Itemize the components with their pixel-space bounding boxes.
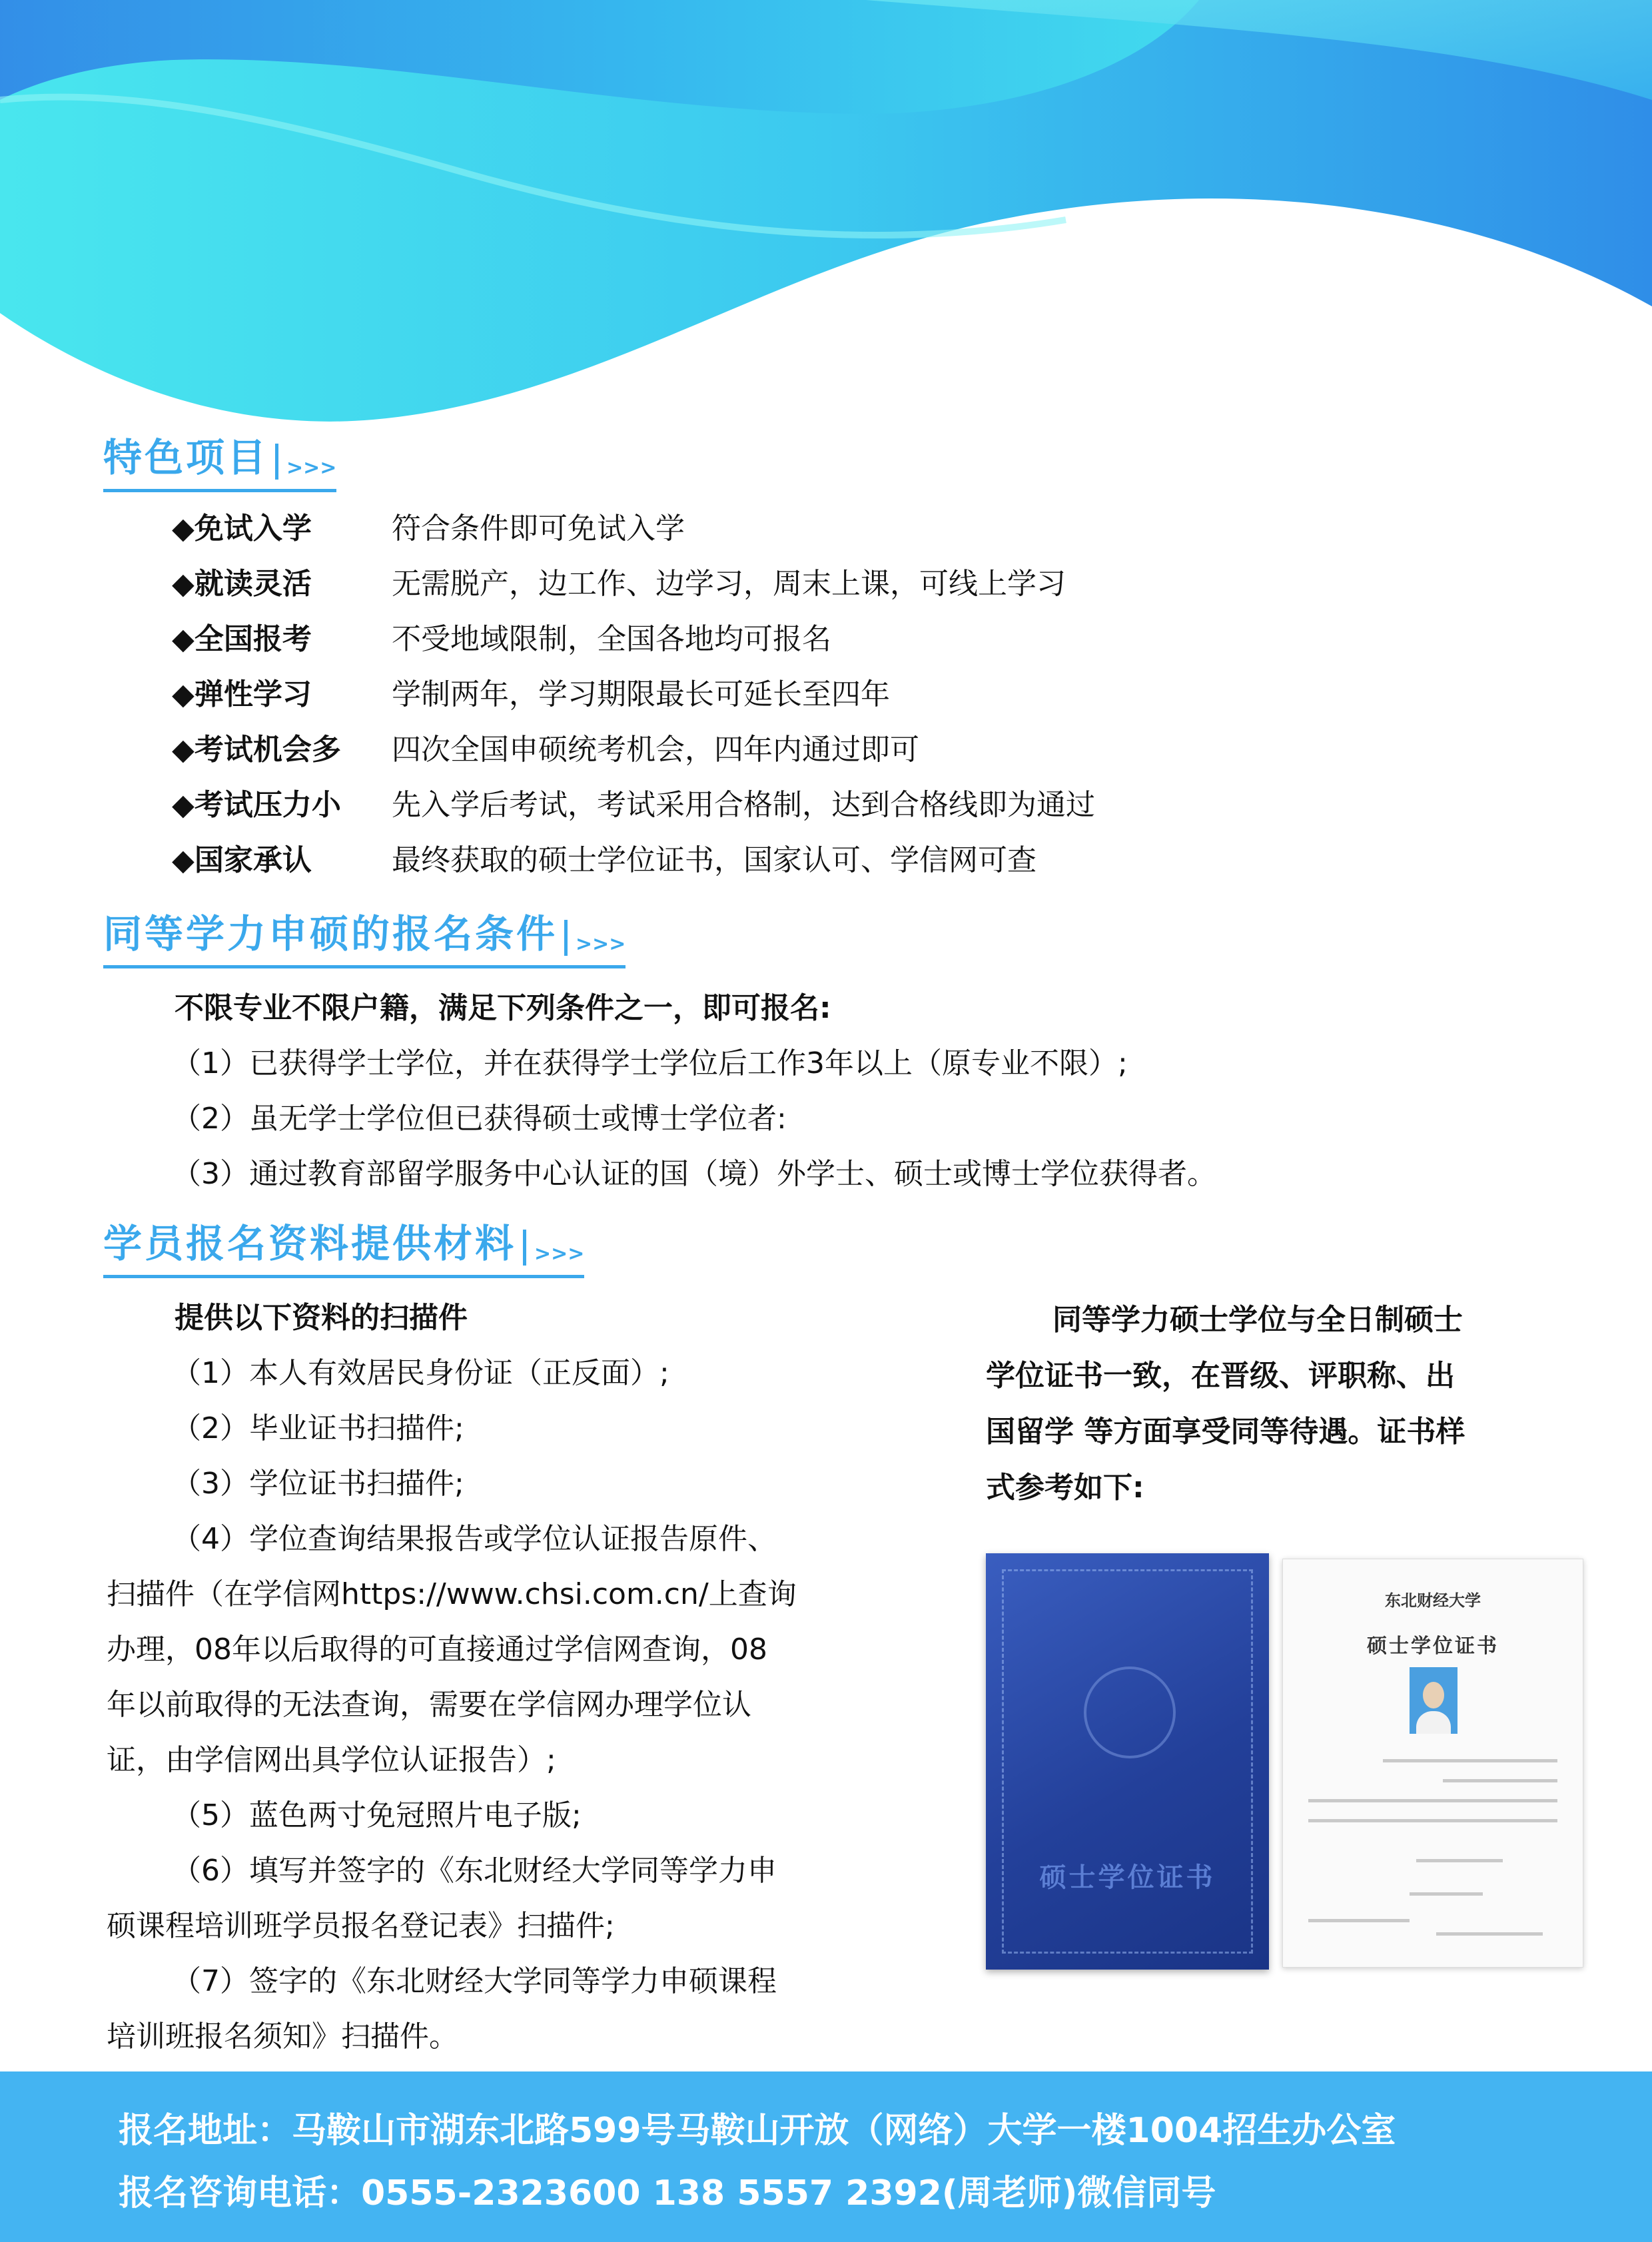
feature-name: ◆考试机会多 <box>172 733 341 767</box>
condition-item: （2）虽无学士学位但已获得硕士或博士学位者: <box>172 1102 787 1136</box>
chevrons-right-icon: >>> <box>576 933 626 956</box>
feature-name: ◆就读灵活 <box>172 567 312 601</box>
material-line: 年以前取得的无法查询，需要在学信网办理学位认 <box>107 1688 751 1722</box>
feature-desc: 无需脱产，边工作、边学习，周末上课，可线上学习 <box>392 567 1066 601</box>
condition-item: （3）通过教育部留学服务中心认证的国（境）外学士、硕士或博士学位获得者。 <box>172 1157 1216 1191</box>
certificate-title: 硕士学位证书 <box>1367 1635 1499 1658</box>
feature-name: ◆全国报考 <box>172 622 312 656</box>
title-divider-bar <box>564 920 568 956</box>
feature-desc: 四次全国申硕统考机会，四年内通过即可 <box>392 733 919 767</box>
material-line: （6）填写并签字的《东北财经大学同等学力申 <box>172 1854 777 1888</box>
feature-desc: 符合条件即可免试入学 <box>392 512 685 546</box>
material-line: （1）本人有效居民身份证（正反面）; <box>172 1356 669 1390</box>
material-line: （2）毕业证书扫描件; <box>172 1411 464 1445</box>
section-title-materials-text: 学员报名资料提供材料 <box>103 1221 517 1266</box>
certificate-text-line <box>1308 1819 1557 1822</box>
feature-item <box>172 615 831 657</box>
feature-item <box>172 836 1036 879</box>
material-line: （5）蓝色两寸免冠照片电子版; <box>172 1798 582 1832</box>
feature-name: ◆免试入学 <box>172 512 312 546</box>
feature-item <box>172 781 1095 823</box>
certificate-text-line <box>1416 1859 1503 1862</box>
material-line: 证，由学信网出具学位认证报告）; <box>107 1743 556 1777</box>
feature-item <box>172 504 685 547</box>
title-divider-bar <box>523 1230 526 1266</box>
feature-desc: 不受地域限制，全国各地均可报名 <box>392 622 831 656</box>
material-line: 培训班报名须知》扫描件。 <box>107 2020 458 2054</box>
material-line: （7）签字的《东北财经大学同等学力申硕课程 <box>172 1964 777 1998</box>
material-line: 办理，08年以后取得的可直接通过学信网查询，08 <box>107 1633 767 1667</box>
certificate-cover-image <box>986 1553 1269 1970</box>
certificate-text-line <box>1383 1759 1557 1762</box>
footer-address: 报名地址：马鞍山市湖东北路599号马鞍山开放（网络）大学一楼1004招生办公室 <box>119 2111 1396 2151</box>
material-line: （3）学位证书扫描件; <box>172 1467 464 1501</box>
conditions-intro: 不限专业不限户籍，满足下列条件之一，即可报名: <box>175 991 831 1025</box>
material-line: 扫描件（在学信网https://www.chsi.com.cn/上查询 <box>107 1577 797 1611</box>
section-title-features <box>103 426 336 492</box>
certificate-note <box>986 1292 1545 1516</box>
certificate-page-image <box>1282 1559 1583 1968</box>
note-line: 式参考如下: <box>986 1471 1144 1505</box>
condition-item: （1）已获得学士学位，并在获得学士学位后工作3年以上（原专业不限）; <box>172 1046 1128 1080</box>
portrait-face <box>1423 1682 1444 1708</box>
certificate-text-line <box>1410 1892 1483 1896</box>
certificate-text-line <box>1308 1799 1557 1802</box>
title-divider-bar <box>275 444 278 480</box>
material-line: （4）学位查询结果报告或学位认证报告原件、 <box>172 1522 777 1556</box>
section-title-conditions-text: 同等学力申硕的报名条件 <box>103 911 558 956</box>
materials-intro: 提供以下资料的扫描件 <box>175 1301 468 1335</box>
header-wave-decoration <box>0 0 1652 453</box>
section-title-materials <box>103 1212 584 1278</box>
feature-name: ◆国家承认 <box>172 843 312 877</box>
section-title-conditions <box>103 903 625 968</box>
cover-title: 硕士学位证书 <box>1039 1862 1216 1893</box>
certificate-text-line <box>1443 1779 1557 1782</box>
feature-item <box>172 725 919 768</box>
section-title-features-text: 特色项目 <box>103 435 269 480</box>
feature-item <box>172 670 890 713</box>
feature-desc: 学制两年，学习期限最长可延长至四年 <box>392 677 890 711</box>
material-line: 硕课程培训班学员报名登记表》扫描件; <box>107 1909 615 1943</box>
feature-desc: 先入学后考试，考试采用合格制，达到合格线即为通过 <box>392 788 1095 822</box>
footer-phone: 报名咨询电话：0555-2323600 138 5557 2392(周老师)微信同号 <box>119 2173 1216 2213</box>
chevrons-right-icon: >>> <box>286 456 337 480</box>
note-line: 学位证书一致，在晋级、评职称、出 <box>986 1359 1455 1393</box>
certificate-university: 东北财经大学 <box>1385 1591 1481 1610</box>
feature-name: ◆考试压力小 <box>172 788 341 822</box>
certificate-text-line <box>1436 1932 1543 1936</box>
certificate-text-line <box>1308 1919 1410 1922</box>
chevrons-right-icon: >>> <box>534 1242 585 1266</box>
feature-name: ◆弹性学习 <box>172 677 312 711</box>
feature-desc: 最终获取的硕士学位证书，国家认可、学信网可查 <box>392 843 1036 877</box>
feature-item <box>172 560 1066 602</box>
note-line: 同等学力硕士学位与全日制硕士 <box>1052 1303 1463 1337</box>
note-line: 国留学 等方面享受同等待遇。证书样 <box>986 1415 1465 1449</box>
portrait-shirt <box>1416 1711 1451 1734</box>
footer-contact-bar <box>0 2071 1652 2242</box>
cover-frame <box>1002 1569 1253 1954</box>
university-emblem-icon <box>1084 1667 1176 1758</box>
portrait-photo <box>1410 1667 1457 1734</box>
